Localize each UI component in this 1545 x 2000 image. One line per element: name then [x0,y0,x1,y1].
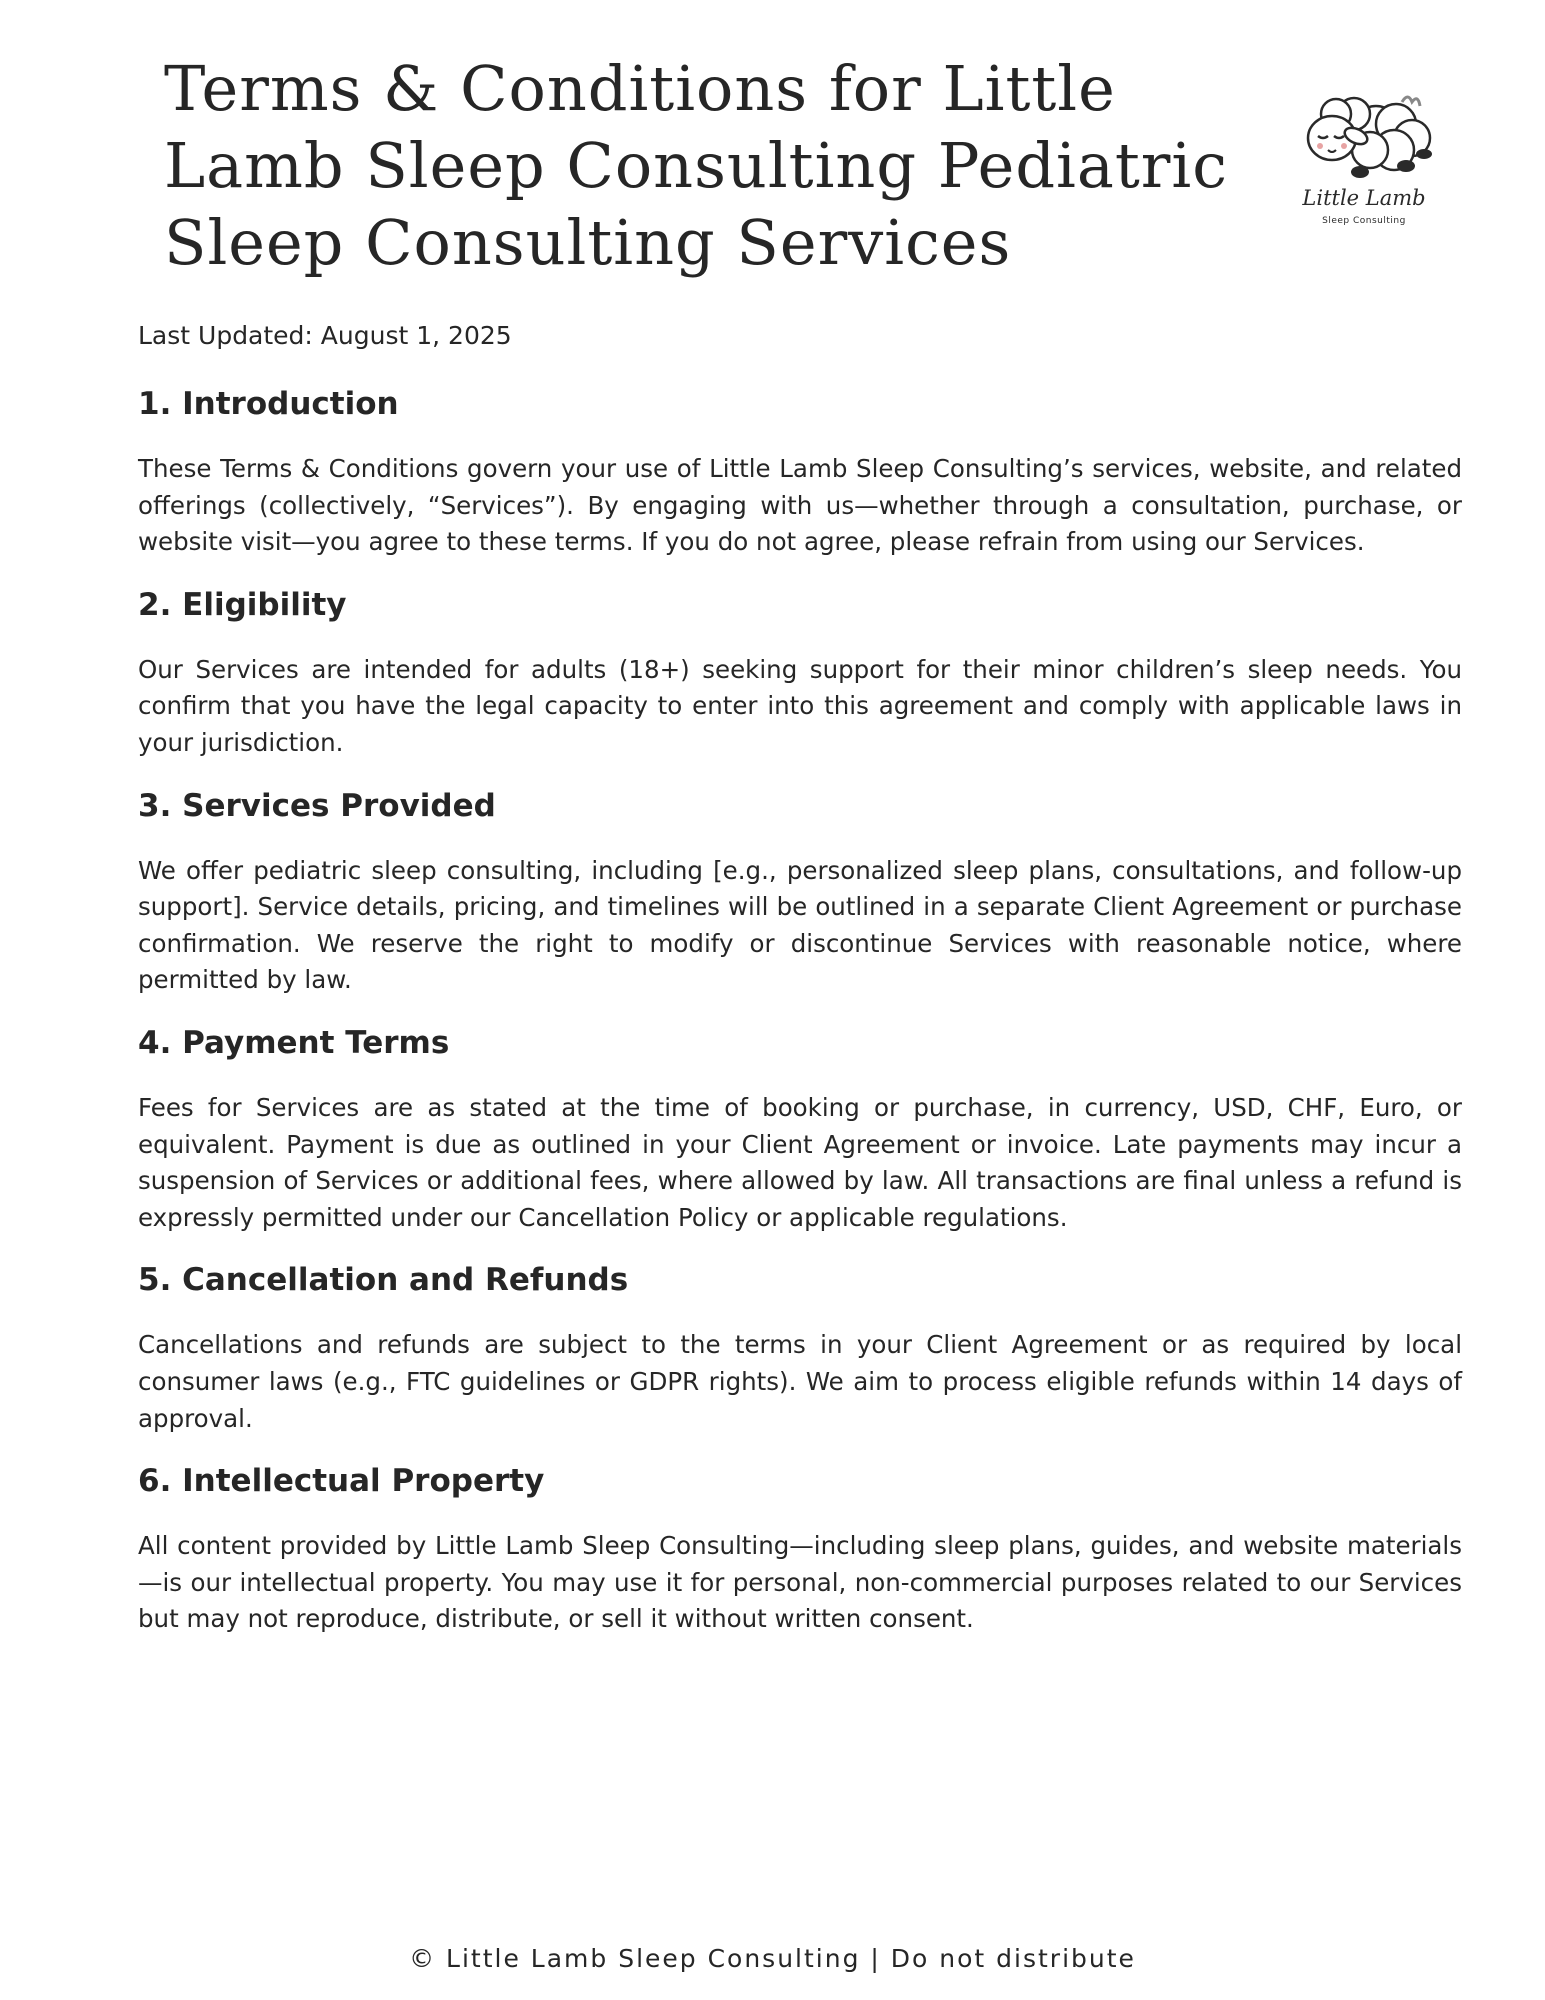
logo [1284,80,1444,235]
section-heading: 4. Payment Terms [138,1024,450,1061]
section-body: All content provided by Little Lamb Sleep Consulting—including sleep plans, guides, and website materials—is our intellectual property. You may use it for personal, non-commercial purposes related to our Services but may not reproduce, distribute, or sell it without written consent. [138,1531,1462,1634]
section-heading: 3. Services Provided [138,787,496,824]
section-body: We offer pediatric sleep consulting, including [e.g., personalized sleep plans, consultations, and follow-up support]. Service details, pricing, and timelines will be outlined in a separate Client Agreement or purchase confirmation. We reserve the right to modify or discontinue Services with reasonable notice, where permitted by law. [138,855,1462,995]
last-updated: Last Updated: August 1, 2025 [138,321,512,350]
section-heading: 5. Cancellation and Refunds [138,1262,629,1299]
logo-name: Little Lamb [1302,186,1426,210]
lamb-icon [1284,80,1444,190]
section-heading: 6. Intellectual Property [138,1463,545,1500]
footer-copyright: © Little Lamb Sleep Consulting | Do not distribute [409,1944,1136,1973]
section-body: Fees for Services are as stated at the time of booking or purchase, in currency, USD, CHF, Euro, or equivalent. Payment is due as outlined in your Client Agreement or invoice. Late payments may incur a suspension of Services or additional fees, where allowed by law. All transactions are final unless a refund is expressly permitted under our Cancellation Policy or applicable regulations. [138,1092,1462,1232]
section-body: These Terms & Conditions govern your use of Little Lamb Sleep Consulting’s services, website, and related offerings (collectively, “Services”). By engaging with us—whether through a consultation, purchase, or website visit—you agree to these terms. If you do not agree, please refrain from using our Services. [138,454,1462,557]
section-body: Cancellations and refunds are subject to the terms in your Client Agreement or as required by local consumer laws (e.g., FTC guidelines or GDPR rights). We aim to process eligible refunds within 14 days of approval. [138,1330,1462,1433]
page-title: Terms & Conditions for Little Lamb Sleep Consulting Pediatric Sleep Consulting Services [164,52,1228,279]
logo-tagline: Sleep Consulting [1322,216,1406,226]
section-body: Our Services are intended for adults (18+) seeking support for their minor children’s sleep needs. You confirm that you have the legal capacity to enter into this agreement and comply with applicable laws in your jurisdiction. [138,654,1462,757]
section-heading: 1. Introduction [138,386,399,422]
document-body [138,318,1462,1662]
section-heading: 2. Eligibility [138,586,347,623]
